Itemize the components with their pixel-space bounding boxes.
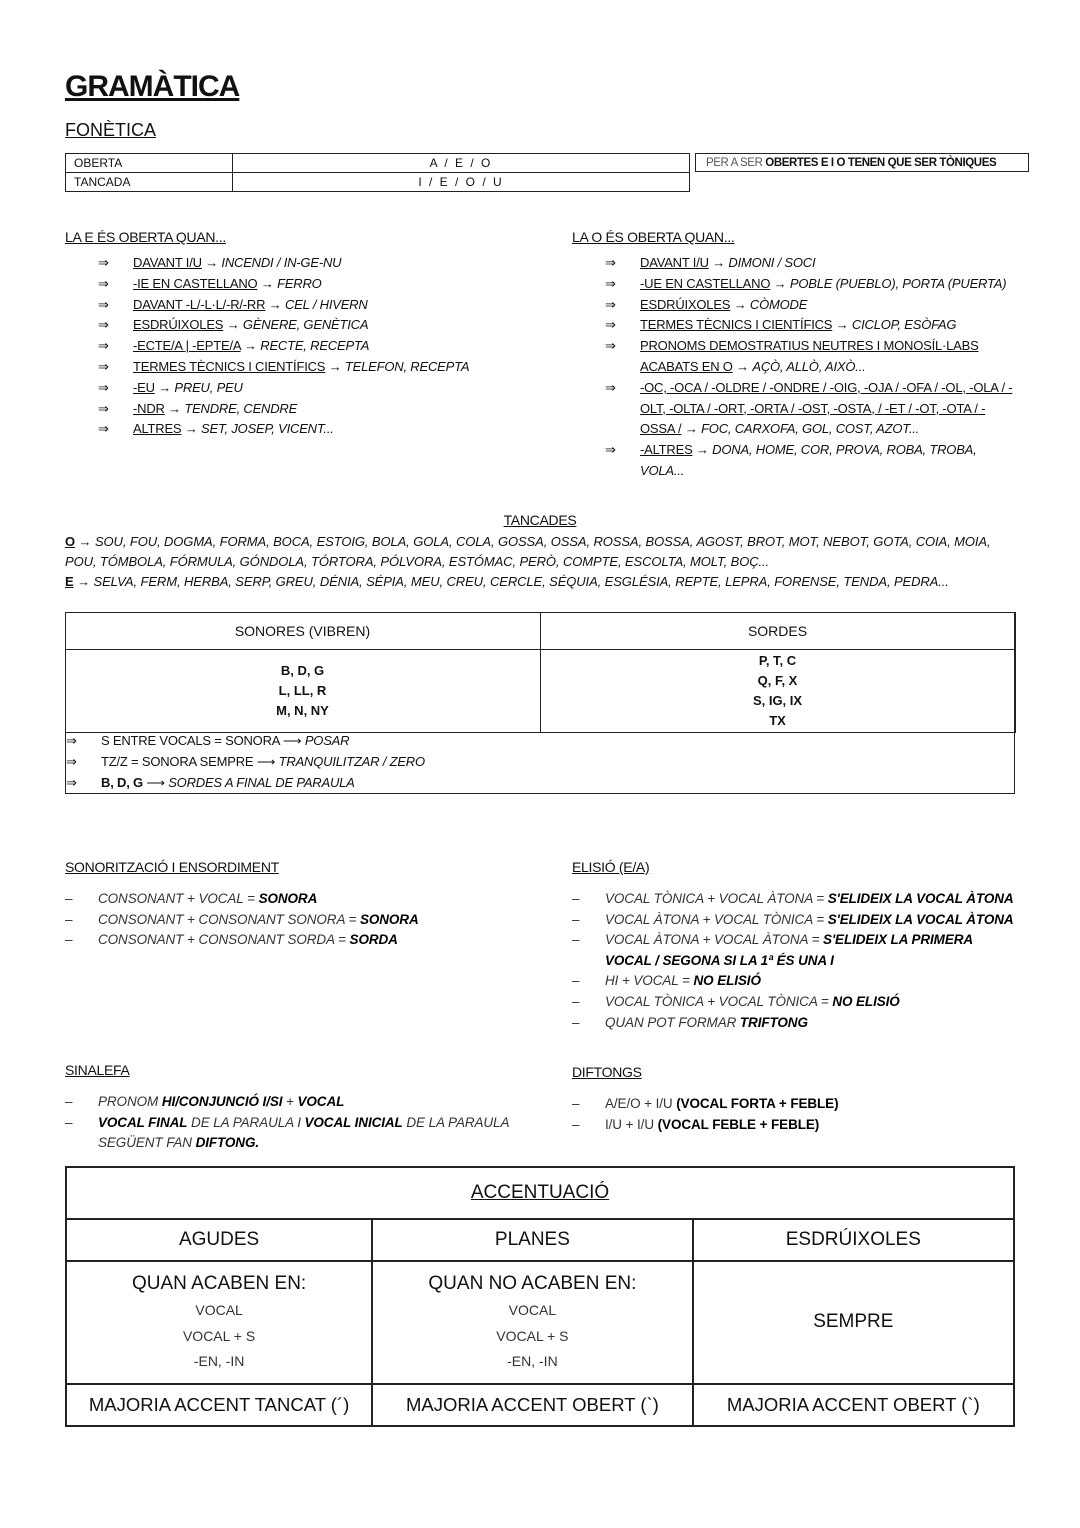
table-row (65, 649, 1015, 732)
list-item: – HI + VOCAL = NO ELISIÓ (572, 971, 1017, 992)
page-title: GRAMÀTICA (65, 70, 240, 103)
table-row (65, 612, 1015, 649)
col-agudes: AGUDES (66, 1219, 372, 1261)
list-item: ⇒ -IE EN CASTELLANO → FERRO (98, 274, 518, 295)
list-item: – CONSONANT + VOCAL = SONORA (65, 889, 535, 910)
diftongs-heading: DIFTONGS (572, 1064, 642, 1080)
list-item: ⇒ -EU → PREU, PEU (98, 378, 518, 399)
vowel-note: PER A SER OBERTES E I O TENEN QUE SER TÒNIQUES (695, 153, 1029, 172)
consonants-box (65, 612, 1015, 794)
esdruixoles-footer: MAJORIA ACCENT OBERT (`) (693, 1384, 1014, 1426)
table-row (66, 1167, 1014, 1219)
closed-o-text: O → SOU, FOU, DOGMA, FORMA, BOCA, ESTOIG, BOLA, GOLA, COLA, GOSSA, OSSA, ROSSA, BOSSA, AGOST, BROT, MOT, NEBOT, GOTA, COIA, MOIA, POU, TÓMBOLA, FÓRMULA, GÓNDOLA, TÓRTORA, PÓLVORA, ESTÓMAC, PERÒ, COMPTE, ESCOLTA, MOLT, BOÇ... (65, 534, 991, 569)
col-planes: PLANES (372, 1219, 692, 1261)
sonoritzacio-heading: SONORITZACIÓ I ENSORDIMENT (65, 859, 279, 875)
list-item: ⇒ S ENTRE VOCALS = SONORA ⟶ POSAR (66, 731, 1014, 752)
list-item: ⇒ ESDRÚIXOLES → GÈNERE, GENÈTICA (98, 315, 518, 336)
list-item: – CONSONANT + CONSONANT SORDA = SORDA (65, 930, 535, 951)
sinalefa-list (65, 1092, 515, 1154)
sinalefa-heading: SINALEFA (65, 1062, 130, 1078)
list-item: – I/U + I/U (VOCAL FEBLE + FEBLE) (572, 1115, 1017, 1136)
list-item: ⇒ ESDRÚIXOLES → CÒMODE (605, 295, 1020, 316)
e-open-list (98, 253, 518, 440)
table-row (66, 1219, 1014, 1261)
list-item: ⇒ ALTRES → SET, JOSEP, VICENT... (98, 419, 518, 440)
sonoritzacio-list (65, 889, 535, 951)
list-item: ⇒ TERMES TÈCNICS I CIENTÍFICS → TELEFON, RECEPTA (98, 357, 518, 378)
list-item: – CONSONANT + CONSONANT SONORA = SONORA (65, 910, 535, 931)
list-item: – PRONOM HI/CONJUNCIÓ I/SI + VOCAL (65, 1092, 515, 1113)
accentuacio-title: ACCENTUACIÓ (66, 1167, 1014, 1219)
elisio-list (572, 889, 1017, 1033)
closed-heading: TANCADES (503, 512, 577, 528)
vowel-label: OBERTA (66, 154, 233, 173)
e-open-heading: LA E ÉS OBERTA QUAN... (65, 229, 226, 245)
closed-e-text: E → SELVA, FERM, HERBA, SERP, GREU, DÉNIA, SÉPIA, MEU, CREU, CERCLE, SÉQUIA, ESGLÉSIA, REPTE, LEPRA, FORENSE, TENDA, PEDRA... (65, 574, 949, 589)
list-item: ⇒ -NDR → TENDRE, CENDRE (98, 399, 518, 420)
list-item: – VOCAL TÒNICA + VOCAL TÒNICA = NO ELISIÓ (572, 992, 1017, 1013)
planes-footer: MAJORIA ACCENT OBERT (`) (372, 1384, 692, 1426)
list-item: – VOCAL TÒNICA + VOCAL ÀTONA = S'ELIDEIX LA VOCAL ÀTONA (572, 889, 1017, 910)
consonant-notes (66, 731, 1014, 793)
diftongs-list (572, 1094, 1017, 1135)
o-open-list (605, 253, 1020, 482)
list-item: ⇒ TZ/Z = SONORA SEMPRE ⟶ TRANQUILITZAR / ZERO (66, 752, 1014, 773)
sordes-header: SORDES (540, 612, 1015, 649)
sordes-cell: P, T, C Q, F, X S, IG, IX TX (540, 649, 1015, 732)
list-item: ⇒ -UE EN CASTELLANO → POBLE (PUEBLO), PORTA (PUERTA) (605, 274, 1020, 295)
planes-rule: QUAN NO ACABEN EN: VOCAL VOCAL + S -EN, -IN (372, 1261, 692, 1384)
esdruixoles-rule: SEMPRE (693, 1261, 1014, 1384)
elisio-heading: ELISIÓ (E/A) (572, 859, 650, 875)
accentuacio-box (65, 1166, 1015, 1427)
sonores-header: SONORES (VIBREN) (65, 612, 540, 649)
list-item: ⇒ B, D, G ⟶ SORDES A FINAL DE PARAULA (66, 773, 1014, 794)
list-item: ⇒ -ALTRES → DONA, HOME, COR, PROVA, ROBA, TROBA, VOLA... (605, 440, 1020, 482)
list-item: ⇒ DAVANT -L/-L·L/-R/-RR → CEL / HIVERN (98, 295, 518, 316)
table-row (66, 1384, 1014, 1426)
vowels-table (65, 153, 690, 192)
list-item: – VOCAL FINAL DE LA PARAULA I VOCAL INICIAL DE LA PARAULA SEGÜENT FAN DIFTONG. (65, 1113, 515, 1154)
agudes-footer: MAJORIA ACCENT TANCAT (´) (66, 1384, 372, 1426)
o-open-heading: LA O ÉS OBERTA QUAN... (572, 229, 735, 245)
list-item: ⇒ -OC, -OCA / -OLDRE / -ONDRE / -OIG, -OJA / -OFA / -OL, -OLA / -OLT, -OLTA / -ORT, -ORTA / -OST, -OSTA, / -ET / -OT, -OTA / -OSSA / → FOC, CARXOFA, GOL, COST, AZOT... (605, 378, 1020, 440)
list-item: ⇒ DAVANT I/U → INCENDI / IN-GE-NU (98, 253, 518, 274)
list-item: ⇒ DAVANT I/U → DIMONI / SOCI (605, 253, 1020, 274)
vowel-value: I / E / O / U (233, 173, 690, 192)
sonores-cell: B, D, G L, LL, R M, N, NY (65, 649, 540, 732)
table-row (66, 173, 690, 192)
accentuacio-table (65, 1166, 1015, 1427)
section-title-fonetica: FONÈTICA (65, 120, 157, 140)
list-item: ⇒ -ECTE/A | -EPTE/A → RECTE, RECEPTA (98, 336, 518, 357)
vowel-label: TANCADA (66, 173, 233, 192)
list-item: ⇒ TERMES TÈCNICS I CIENTÍFICS → CICLOP, ESÒFAG (605, 315, 1020, 336)
list-item: – QUAN POT FORMAR TRIFTONG (572, 1013, 1017, 1034)
table-row (66, 1261, 1014, 1384)
col-esdruixoles: ESDRÚIXOLES (693, 1219, 1014, 1261)
list-item: – VOCAL ÀTONA + VOCAL TÒNICA = S'ELIDEIX LA VOCAL ÀTONA (572, 910, 1017, 931)
agudes-rule: QUAN ACABEN EN: VOCAL VOCAL + S -EN, -IN (66, 1261, 372, 1384)
list-item: – A/E/O + I/U (VOCAL FORTA + FEBLE) (572, 1094, 1017, 1115)
table-row (66, 154, 690, 173)
consonants-table (65, 612, 1016, 733)
vowel-value: A / E / O (233, 154, 690, 173)
list-item: – VOCAL ÀTONA + VOCAL ÀTONA = S'ELIDEIX LA PRIMERA VOCAL / SEGONA SI LA 1ª ÉS UNA I (572, 930, 1017, 971)
list-item: ⇒ PRONOMS DEMOSTRATIUS NEUTRES I MONOSÍL·LABS ACABATS EN O → AÇÒ, ALLÒ, AIXÒ... (605, 336, 1020, 378)
